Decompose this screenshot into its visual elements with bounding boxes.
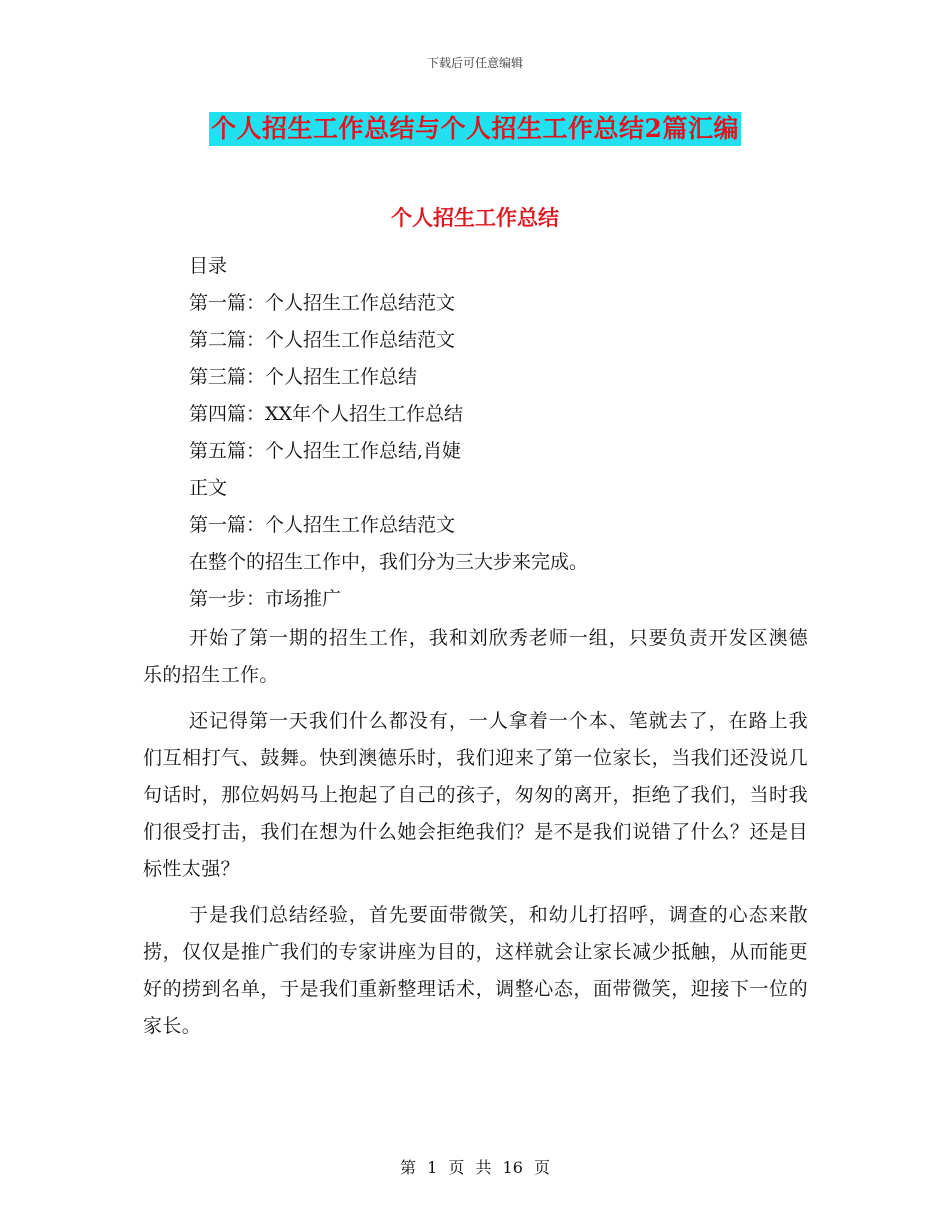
paragraph: 开始了第一期的招生工作，我和刘欣秀老师一组，只要负责开发区澳德乐的招生工作。 (143, 627, 808, 686)
body-text (143, 248, 808, 1045)
page-footer: 第 1 页 共 16 页 (400, 1158, 550, 1177)
intro-line: 在整个的招生工作中，我们分为三大步来完成。 (189, 551, 589, 573)
toc-heading: 目录 (189, 255, 228, 277)
step-title: 第一步：市场推广 (189, 588, 342, 610)
main-title: 个人招生工作总结与个人招生工作总结2篇汇编 (209, 112, 741, 146)
main-title-wrap (0, 112, 950, 146)
sub-title: 个人招生工作总结 (391, 205, 559, 230)
header-note: 下载后可任意编辑 (426, 56, 523, 70)
toc-item: 第二篇：个人招生工作总结范文 (189, 329, 456, 351)
content-heading: 正文 (189, 477, 228, 499)
toc-item: 第三篇：个人招生工作总结 (189, 366, 418, 388)
toc-item: 第四篇：XX年个人招生工作总结 (189, 403, 464, 425)
paragraph: 还记得第一天我们什么都没有，一人拿着一个本、笔就去了，在路上我们互相打气、鼓舞。快到澳德乐时，我们迎来了第一位家长，当我们还没说几句话时，那位妈妈马上抱起了自己的孩子，匆匆的离开，拒绝了我们，当时我们很受打击，我们在想为什么她会拒绝我们？是不是我们说错了什么？还是目标性太强？ (143, 710, 808, 880)
section-title: 第一篇：个人招生工作总结范文 (189, 514, 456, 536)
paragraph: 于是我们总结经验，首先要面带微笑，和幼儿打招呼，调查的心态来散捞，仅仅是推广我们的专家讲座为目的，这样就会让家长减少抵触，从而能更好的捞到名单，于是我们重新整理话术，调整心态，面带微笑，迎接下一位的家长。 (143, 904, 808, 1037)
toc-item: 第五篇：个人招生工作总结,肖婕 (189, 440, 462, 462)
toc-item: 第一篇：个人招生工作总结范文 (189, 292, 456, 314)
